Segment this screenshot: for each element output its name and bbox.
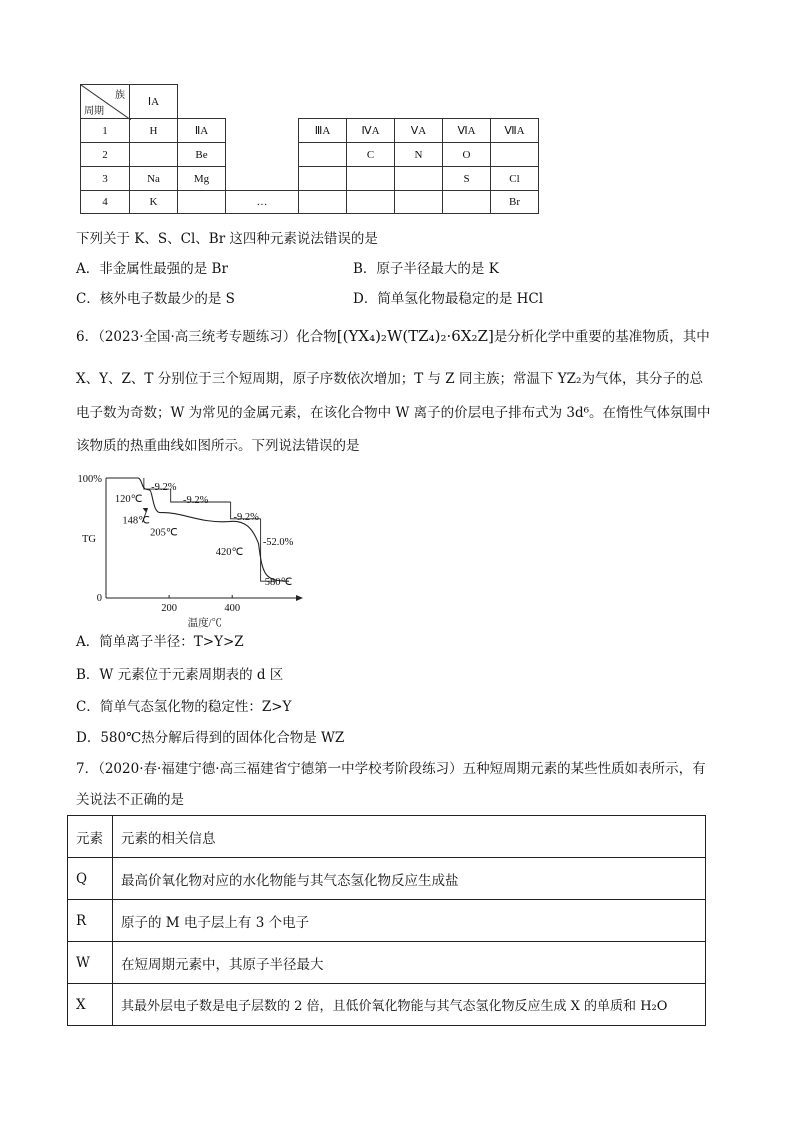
- table-cell-element: X: [68, 984, 113, 1026]
- pt-header-top: 族: [115, 90, 125, 101]
- pt-ellipsis: …: [225, 190, 299, 214]
- pt-cell-empty: [129, 142, 178, 167]
- q7-line2: 关说法不正确的是: [76, 792, 184, 808]
- table-cell-info: 最高价氧化物对应的水化物能与其气态氢化物反应生成盐: [113, 858, 706, 900]
- mass-loss-bracket: [261, 519, 277, 581]
- x-axis-label: 温度/℃: [187, 618, 223, 628]
- temp-label-420: 420℃: [215, 546, 244, 558]
- pt-group-3a: ⅢA: [298, 118, 347, 143]
- table-header-cell: 元素: [68, 816, 113, 858]
- table-row: [68, 984, 706, 1026]
- table-cell-info: 在短周期元素中，其原子半径最大: [113, 942, 706, 984]
- pt-el-Na: Na: [129, 166, 178, 191]
- q6-option-d: D．580℃热分解后得到的固体化合物是 WZ: [76, 730, 345, 746]
- table-cell-info: 原子的 M 电子层上有 3 个电子: [113, 900, 706, 942]
- pt-cell-empty: [346, 166, 395, 191]
- q7-line1: 7．（2020·春·福建宁德·高三福建省宁德第一中学校考阶段练习）五种短周期元素的某些性质如表所示，有: [76, 761, 706, 777]
- pt-period-4: 4: [80, 190, 130, 214]
- q6-line2: X、Y、Z、T 分别位于三个短周期，原子序数依次增加；T 与 Z 同主族；常温下 YZ₂为气体，其分子的总: [76, 371, 703, 387]
- q5-option-c: C．核外电子数最少的是 S: [76, 291, 235, 307]
- pt-cell-empty: [442, 190, 491, 214]
- pt-group-7a: ⅦA: [490, 118, 539, 143]
- pt-period-2: 2: [80, 142, 130, 167]
- pt-el-N: N: [394, 142, 443, 167]
- pt-el-C: C: [346, 142, 395, 167]
- x-tick-label: 200: [161, 603, 177, 614]
- loss-label-3: -9.2%: [233, 512, 259, 523]
- loss-label-4: -52.0%: [262, 537, 294, 549]
- q5-option-b: B．原子半径最大的是 K: [353, 261, 499, 277]
- pt-el-Br: Br: [490, 190, 539, 214]
- temp-label-120: 120℃: [114, 494, 143, 505]
- pt-cell-empty: [394, 190, 443, 214]
- q6-option-a: A．简单离子半径：T>Y>Z: [76, 634, 244, 650]
- pt-cell-empty: [298, 190, 347, 214]
- pt-group-5a: ⅤA: [394, 118, 443, 143]
- pt-cell-empty: [346, 190, 395, 214]
- q5-option-d: D．简单氢化物最稳定的是 HCl: [353, 291, 544, 307]
- y-tick-label-top: 100%: [77, 474, 102, 485]
- pt-el-O: O: [442, 142, 491, 167]
- pt-cell-empty: [394, 166, 443, 191]
- pt-group-1a: ⅠA: [129, 84, 178, 119]
- y-axis-label: TG: [82, 534, 96, 545]
- table-header-row: [68, 816, 706, 858]
- x-tick-label: 400: [224, 603, 241, 614]
- pt-period-3: 3: [80, 166, 130, 191]
- q6-suffix: 是分析化学中重要的基准物质，其中: [493, 329, 710, 345]
- q6-line1: [76, 327, 710, 346]
- pt-header-cell: [80, 84, 130, 119]
- pt-cell-empty: [298, 166, 347, 191]
- table-row: [68, 858, 706, 900]
- pt-period-1: 1: [80, 118, 130, 143]
- table-cell-element: Q: [68, 858, 113, 900]
- pt-el-S: S: [442, 166, 491, 191]
- pt-cell-empty: [298, 142, 347, 167]
- q6-formula: [(YX₄)₂W(TZ₄)₂·6X₂Z]: [336, 327, 494, 345]
- pt-el-K: K: [129, 190, 178, 214]
- pt-group-2a: ⅡA: [177, 118, 226, 143]
- table-row: [68, 942, 706, 984]
- q6-prefix: 6．（2023·全国·高三统考专题练习）化合物: [76, 329, 337, 345]
- table-cell-element: R: [68, 900, 113, 942]
- q6-option-b: B．W 元素位于元素周期表的 d 区: [76, 667, 284, 683]
- q5-stem: 下列关于 K、S、Cl、Br 这四种元素说法错误的是: [76, 231, 378, 247]
- pt-el-Be: Be: [177, 142, 226, 167]
- loss-label-2: -9.2%: [182, 495, 209, 507]
- table-header-cell: 元素的相关信息: [113, 816, 706, 858]
- loss-label-1: -9.2%: [151, 482, 177, 493]
- pt-el-Mg: Mg: [177, 166, 226, 191]
- pt-header-bottom: 周期: [84, 106, 104, 117]
- q5-option-a: A．非金属性最强的是 Br: [76, 261, 228, 277]
- pt-group-6a: ⅥA: [442, 118, 491, 143]
- pt-group-4a: ⅣA: [346, 118, 395, 143]
- table-cell-info: 其最外层电子数是电子层数的 2 倍，且低价氧化物能与其气态氢化物反应生成 X 的单质和 H₂O: [113, 984, 706, 1026]
- pt-cell-empty: [490, 142, 539, 167]
- q6-line4: 该物质的热重曲线如图所示。下列说法错误的是: [76, 438, 360, 454]
- table-cell-element: W: [68, 942, 113, 984]
- element-info-table: [67, 815, 706, 1026]
- q6-line3: 电子数为奇数；W 为常见的金属元素，在该化合物中 W 离子的价层电子排布式为 3d⁶。在惰性气体氛围中: [76, 405, 711, 421]
- table-row: [68, 900, 706, 942]
- pt-el-H: H: [129, 118, 178, 143]
- x-axis-arrow: [296, 595, 303, 601]
- pt-cell-empty: [177, 190, 226, 214]
- q6-option-c: C．简单气态氢化物的稳定性：Z>Y: [76, 699, 292, 715]
- pt-el-Cl: Cl: [490, 166, 539, 191]
- y-tick-label-zero: 0: [96, 593, 102, 604]
- temp-label-205: 205℃: [150, 527, 178, 539]
- temp-label-148: 148℃: [122, 515, 150, 527]
- temp-label-580: 580℃: [264, 577, 293, 589]
- tg-chart: [70, 466, 310, 628]
